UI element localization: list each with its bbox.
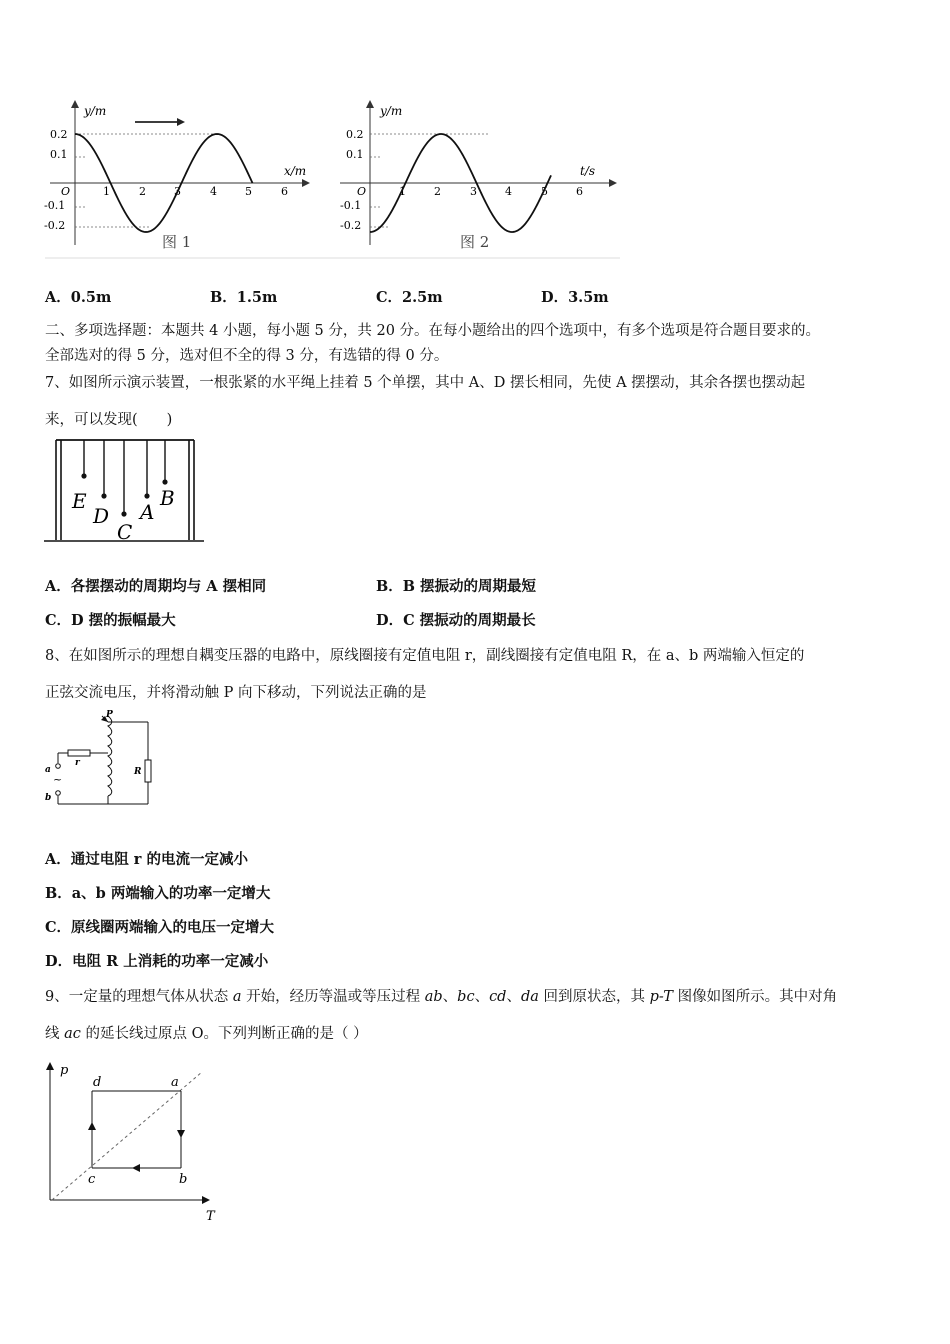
pendulum-label-b: B <box>160 486 175 510</box>
q8-option-a[interactable]: A．通过电阻 r 的电流一定减小 <box>45 851 248 868</box>
fig1-x-label: x/m <box>284 164 307 178</box>
fig2-ytick-0: 0.2 <box>346 128 364 141</box>
fig1-ytick-0: 0.2 <box>50 128 68 141</box>
section2-heading-line2: 全部选对的得 5 分，选对但不全的得 3 分，有选错的得 0 分。 <box>45 348 449 364</box>
circuit-label-p: P <box>106 710 113 720</box>
fig2-xtick-6: 6 <box>576 185 583 198</box>
q6-option-d[interactable]: D．3.5m <box>541 289 609 306</box>
fig1-ytick-1: 0.1 <box>50 148 68 161</box>
fig2-xtick-0: O <box>357 185 367 198</box>
pt-label-a: a <box>171 1075 179 1090</box>
circuit-ac-symbol: ~ <box>53 773 63 786</box>
q7-option-a[interactable]: A．各摆摆动的周期均与 A 摆相同 <box>45 578 267 595</box>
pendulum-diagram <box>44 435 206 547</box>
fig1-xtick-1: 1 <box>103 185 110 198</box>
q9-stem-line2: 线 ac 的延长线过原点 O。下列判断正确的是（ ） <box>45 1026 368 1042</box>
pt-graph <box>40 1058 225 1228</box>
autotransformer-circuit <box>42 708 157 813</box>
q8-stem-line1: 8、在如图所示的理想自耦变压器的电路中，原线圈接有定值电阻 r，副线圈接有定值电阻 R，在 a、b 两端输入恒定的 <box>45 648 805 664</box>
fig1-ytick-3: -0.2 <box>44 219 66 232</box>
figure-1-wave-graph <box>44 100 310 251</box>
q8-option-c[interactable]: C．原线圈两端输入的电压一定增大 <box>45 919 275 936</box>
pt-label-p: p <box>60 1063 69 1078</box>
pt-label-c: c <box>88 1172 96 1187</box>
figure-2-vibration-graph <box>340 100 617 251</box>
q7-option-d[interactable]: D．C 摆振动的周期最长 <box>376 612 536 629</box>
circuit-label-a: a <box>45 765 51 775</box>
fig2-xtick-4: 4 <box>505 185 512 198</box>
pendulum-label-d: D <box>93 504 110 528</box>
q7-stem-line1: 7、如图所示演示装置，一根张紧的水平绳上挂着 5 个单摆，其中 A、D 摆长相同，先使 A 摆摆动，其余各摆也摆动起 <box>45 375 806 391</box>
fig2-ytick-1: 0.1 <box>346 148 364 161</box>
q7-stem-line2: 来，可以发现( ) <box>45 412 173 428</box>
q6-option-b[interactable]: B．1.5m <box>210 289 278 306</box>
wave-figures <box>40 95 625 265</box>
fig1-y-label: y/m <box>84 104 107 118</box>
fig1-xtick-5: 5 <box>245 185 252 198</box>
section2-heading-line1: 二、多项选择题：本题共 4 小题，每小题 5 分，共 20 分。在每小题给出的四个选项中，有多个选项是符合题目要求的。 <box>45 323 821 339</box>
pt-label-d: d <box>93 1075 102 1090</box>
circuit-label-big-r: R <box>134 767 142 777</box>
fig1-xtick-0: O <box>61 185 71 198</box>
q6-option-c[interactable]: C．2.5m <box>376 289 443 306</box>
q8-option-b[interactable]: B．a、b 两端输入的功率一定增大 <box>45 885 271 902</box>
fig2-ytick-2: -0.1 <box>340 199 362 212</box>
circuit-label-r: r <box>75 758 80 768</box>
fig2-y-label: y/m <box>380 104 403 118</box>
q7-option-c[interactable]: C．D 摆的振幅最大 <box>45 612 176 629</box>
q8-option-d[interactable]: D．电阻 R 上消耗的功率一定减小 <box>45 953 269 970</box>
fig1-xtick-4: 4 <box>210 185 217 198</box>
fig2-xtick-5: 5 <box>541 185 548 198</box>
fig2-xtick-2: 2 <box>434 185 441 198</box>
fig1-ytick-2: -0.1 <box>44 199 66 212</box>
pt-label-b: b <box>179 1172 188 1187</box>
q8-stem-line2: 正弦交流电压，并将滑动触 P 向下移动，下列说法正确的是 <box>45 685 427 701</box>
q9-stem-line1: 9、一定量的理想气体从状态 a 开始，经历等温或等压过程 ab、bc、cd、da 回到原状态，其 p-T 图像如图所示。其中对角 <box>45 989 838 1005</box>
fig2-caption: 图 2 <box>460 233 490 251</box>
fig2-x-label: t/s <box>580 164 596 178</box>
fig1-xtick-2: 2 <box>139 185 146 198</box>
pendulum-label-a: A <box>140 500 155 524</box>
fig1-caption: 图 1 <box>162 233 192 251</box>
fig2-xtick-1: 1 <box>399 185 406 198</box>
q7-option-b[interactable]: B．B 摆振动的周期最短 <box>376 578 537 595</box>
circuit-label-b: b <box>45 793 52 803</box>
fig1-xtick-3: 3 <box>174 185 181 198</box>
pt-label-t: T <box>206 1209 215 1224</box>
fig2-xtick-3: 3 <box>470 185 477 198</box>
q6-option-a[interactable]: A．0.5m <box>45 289 112 306</box>
fig1-xtick-6: 6 <box>281 185 288 198</box>
pendulum-label-e: E <box>72 489 87 513</box>
pendulum-label-c: C <box>117 520 133 544</box>
fig2-ytick-3: -0.2 <box>340 219 362 232</box>
